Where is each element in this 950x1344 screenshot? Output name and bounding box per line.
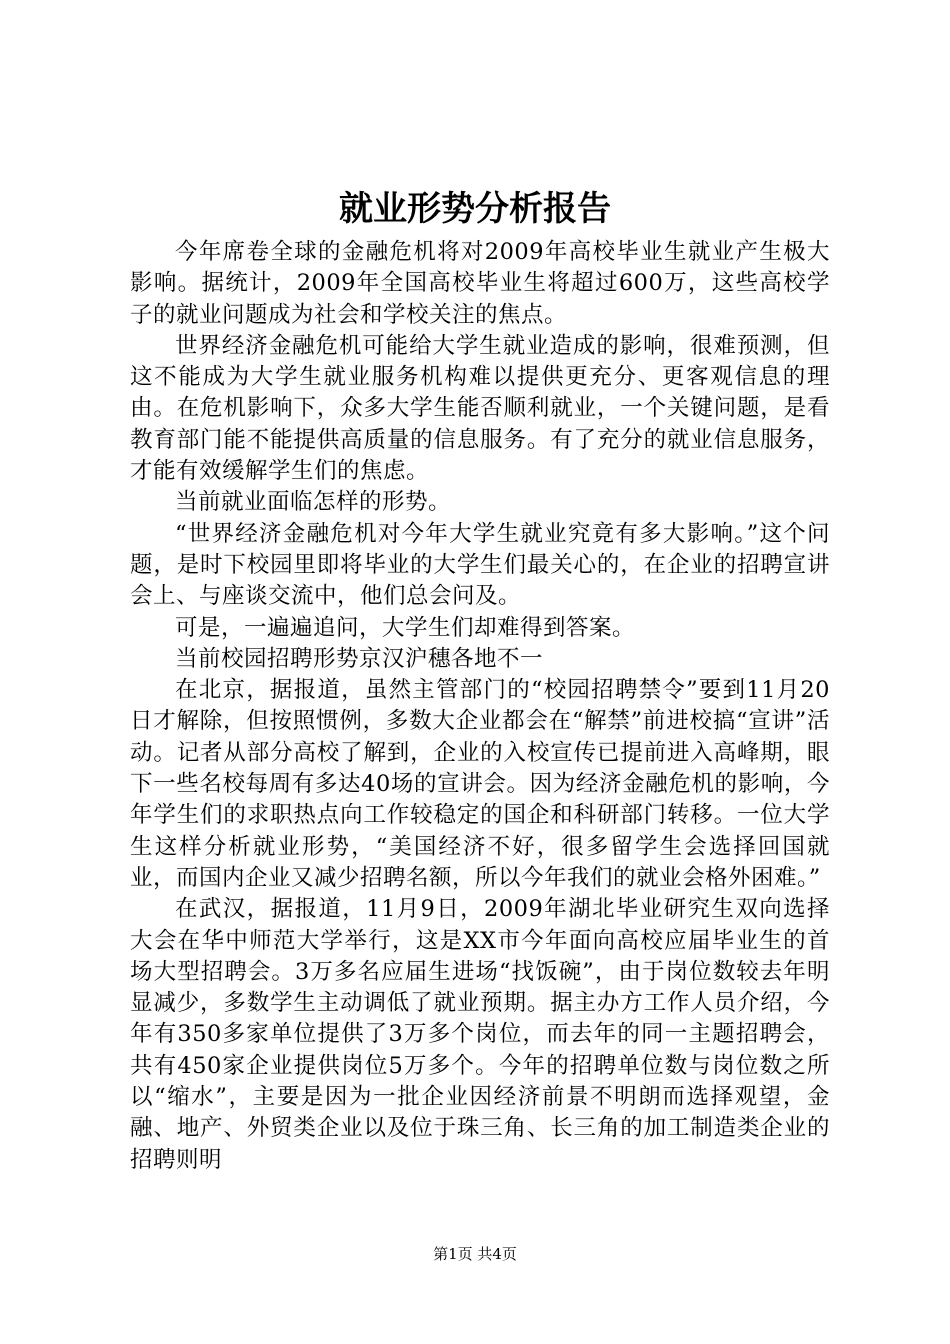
page-number-footer: 第1页 共4页 [433, 1245, 517, 1263]
document-title: 就业形势分析报告 [339, 189, 611, 229]
paragraph-beijing: 在北京，据报道，虽然主管部门的“校园招聘禁令”要到11月20日才解除，但按照惯例，多数大企业都会在“解禁”前进校搞“宣讲”活动。记者从部分高校了解到，企业的入校宣传已提前进入高峰期，眼下一些名校每周有多达40场的宣讲会。因为经济金融危机的影响，今年学生们的求职热点向工作较稳定的国企和科研部门转移。一位大学生这样分析就业形势，“美国经济不好，很多留学生会选择回国就业，而国内企业又减少招聘名额，所以今年我们的就业会格外困难。” [130, 677, 830, 891]
paragraph-student-question: “世界经济金融危机对今年大学生就业究竟有多大影响。”这个问题，是时下校园里即将毕业的大学生们最关心的，在企业的招聘宣讲会上、与座谈交流中，他们总会问及。 [130, 520, 830, 610]
paragraph-situation-heading: 当前就业面临怎样的形势。 [175, 489, 452, 516]
paragraph-regional-heading: 当前校园招聘形势京汉沪穗各地不一 [175, 645, 544, 672]
paragraph-no-answer: 可是，一遍遍追问，大学生们却难得到答案。 [175, 614, 636, 641]
document-body [130, 237, 830, 1176]
paragraph-crisis-impact: 世界经济金融危机可能给大学生就业造成的影响，很难预测，但这不能成为大学生就业服务机构难以提供更充分、更客观信息的理由。在危机影响下，众多大学生能否顺利就业，一个关键问题，是看教育部门能不能提供高质量的信息服务。有了充分的就业信息服务，才能有效缓解学生们的焦虑。 [130, 332, 830, 485]
paragraph-intro: 今年席卷全球的金融危机将对2009年高校毕业生就业产生极大影响。据统计，2009年全国高校毕业生将超过600万，这些高校学子的就业问题成为社会和学校关注的焦点。 [130, 239, 830, 328]
paragraph-wuhan: 在武汉，据报道，11月9日，2009年湖北毕业研究生双向选择大会在华中师范大学举行，这是XX市今年面向高校应届毕业生的首场大型招聘会。3万多名应届生进场“找饭碗”，由于岗位数较去年明显减少，多数学生主动调低了就业预期。据主办方工作人员介绍，今年有350多家单位提供了3万多个岗位，而去年的同一主题招聘会，共有450家企业提供岗位5万多个。今年的招聘单位数与岗位数之所以“缩水”，主要是因为一批企业因经济前景不明朗而选择观望，金融、地产、外贸类企业以及位于珠三角、长三角的加工制造类企业的招聘则明 [130, 896, 830, 1173]
